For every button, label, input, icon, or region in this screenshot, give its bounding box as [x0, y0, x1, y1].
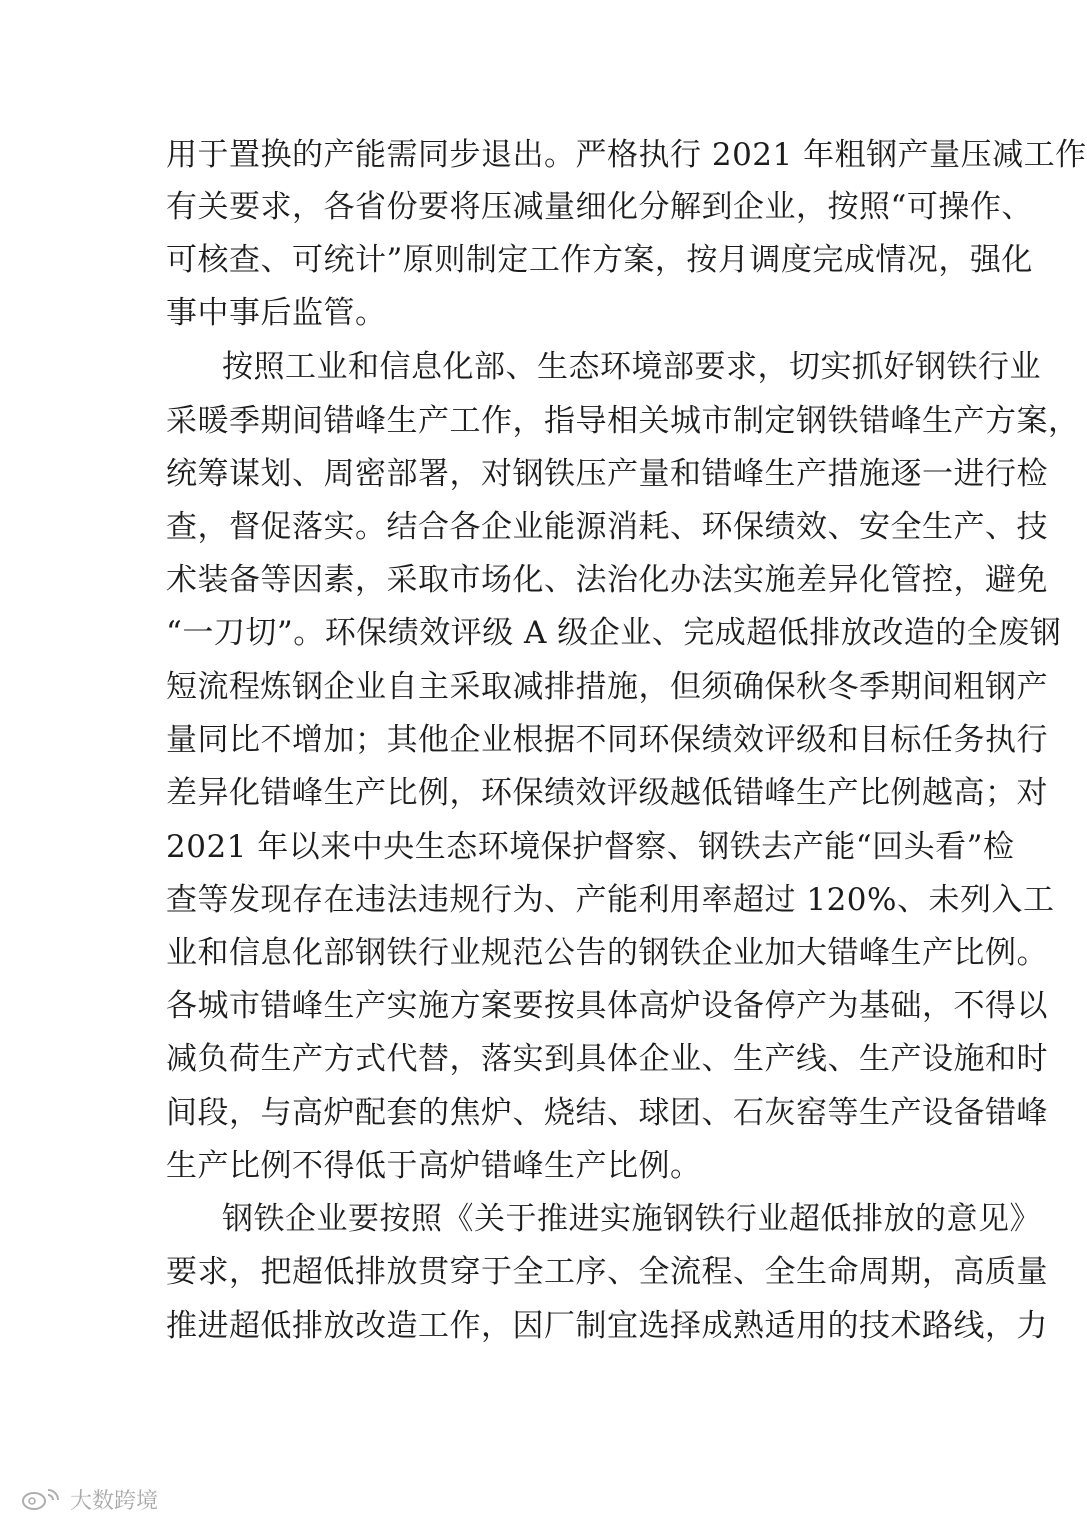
text-line: 用于置换的产能需同步退出。严格执行 2021 年粗钢产量压减工作: [166, 137, 1087, 173]
weibo-logo-icon: [20, 1486, 64, 1512]
text-line: 2021 年以来中央生态环境保护督察、钢铁去产能“回头看”检: [166, 829, 1015, 865]
text-line: 差异化错峰生产比例，环保绩效评级越低错峰生产比例越高；对: [166, 775, 1048, 811]
text-line: 可核查、可统计”原则制定工作方案，按月调度完成情况，强化: [166, 242, 1033, 278]
text-line: 间段，与高炉配套的焦炉、烧结、球团、石灰窑等生产设备错峰: [166, 1095, 1048, 1131]
text-line: 事中事后监管。: [166, 295, 387, 331]
paragraph-first-line: 钢铁企业要按照《关于推进实施钢铁行业超低排放的意见》: [222, 1201, 1041, 1237]
text-line: 查，督促落实。结合各企业能源消耗、环保绩效、安全生产、技: [166, 509, 1048, 545]
text-line: 推进超低排放改造工作，因厂制宜选择成熟适用的技术路线，力: [166, 1308, 1048, 1344]
text-line: 术装备等因素，采取市场化、法治化办法实施差异化管控，避免: [166, 562, 1048, 598]
text-line: 业和信息化部钢铁行业规范公告的钢铁企业加大错峰生产比例。: [166, 935, 1048, 971]
text-line: 各城市错峰生产实施方案要按具体高炉设备停产为基础，不得以: [166, 988, 1048, 1024]
watermark: [20, 1482, 158, 1516]
text-line: 生产比例不得低于高炉错峰生产比例。: [166, 1148, 702, 1184]
text-line: 量同比不增加；其他企业根据不同环保绩效评级和目标任务执行: [166, 722, 1048, 758]
text-line: “一刀切”。环保绩效评级 A 级企业、完成超低排放改造的全废钢: [166, 615, 1062, 651]
text-line: 查等发现存在违法违规行为、产能利用率超过 120%、未列入工: [166, 882, 1055, 918]
text-line: 短流程炼钢企业自主采取减排措施，但须确保秋冬季期间粗钢产: [166, 669, 1048, 705]
watermark-text: 大数跨境: [70, 1488, 159, 1514]
text-line: 采暖季期间错峰生产工作，指导相关城市制定钢铁错峰生产方案，: [166, 403, 1080, 439]
paragraph-first-line: 按照工业和信息化部、生态环境部要求，切实抓好钢铁行业: [222, 349, 1041, 385]
text-line: 有关要求，各省份要将压减量细化分解到企业，按照“可操作、: [166, 189, 1033, 225]
text-line: 要求，把超低排放贯穿于全工序、全流程、全生命周期，高质量: [166, 1254, 1048, 1290]
text-line: 统筹谋划、周密部署，对钢铁压产量和错峰生产措施逐一进行检: [166, 456, 1048, 492]
text-line: 减负荷生产方式代替，落实到具体企业、生产线、生产设施和时: [166, 1041, 1048, 1077]
